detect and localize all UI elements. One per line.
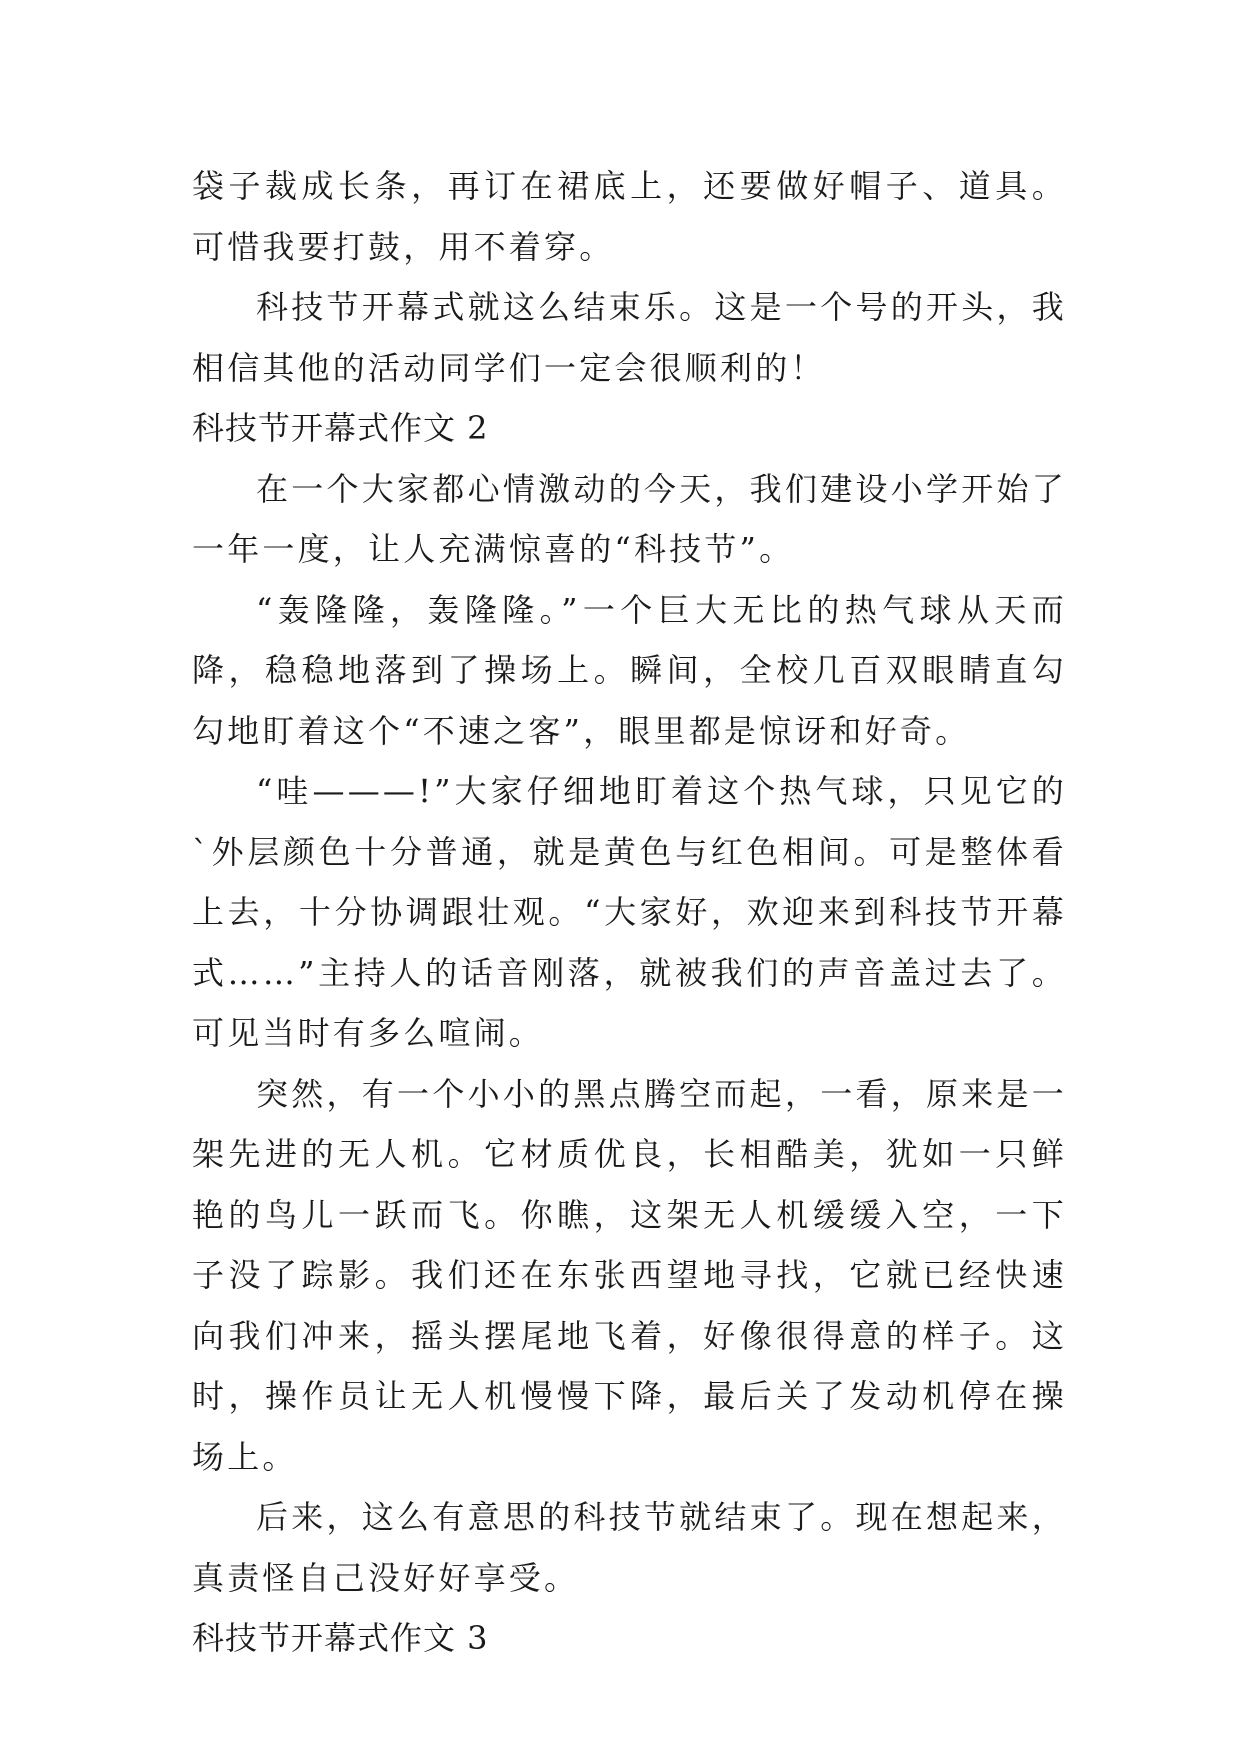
paragraph: 在一个大家都心情激动的今天，我们建设小学开始了一年一度，让人充满惊喜的“科技节”。 xyxy=(192,469,1067,568)
section-heading: 科技节开幕式作文 3 xyxy=(192,1619,489,1657)
paragraph: “哇———!”大家仔细地盯着这个热气球，只见它的`外层颜色十分普通，就是黄色与红色相间。可是整体看上去，十分协调跟壮观。“大家好，欢迎来到科技节开幕式……”主持人的话音刚落，就被我们的声音盖过去了。可见当时有多么喧闹。 xyxy=(192,772,1067,1052)
document-body xyxy=(192,156,1067,1669)
paragraph: 袋子裁成长条，再订在裙底上，还要做好帽子、道具。可惜我要打鼓，用不着穿。 xyxy=(192,167,1067,266)
section-heading: 科技节开幕式作文 2 xyxy=(192,409,489,447)
paragraph: 后来，这么有意思的科技节就结束了。现在想起来，真责怪自己没好好享受。 xyxy=(192,1498,1067,1597)
paragraph: 科技节开幕式就这么结束乐。这是一个号的开头，我相信其他的活动同学们一定会很顺利的！ xyxy=(192,288,1067,387)
paragraph: “轰隆隆，轰隆隆。”一个巨大无比的热气球从天而降，稳稳地落到了操场上。瞬间，全校几百双眼睛直勾勾地盯着这个“不速之客”，眼里都是惊讶和好奇。 xyxy=(192,590,1067,750)
paragraph: 突然，有一个小小的黑点腾空而起，一看，原来是一架先进的无人机。它材质优良，长相酷美，犹如一只鲜艳的鸟儿一跃而飞。你瞧，这架无人机缓缓入空，一下子没了踪影。我们还在东张西望地寻找，它就已经快速向我们冲来，摇头摆尾地飞着，好像很得意的样子。这时，操作员让无人机慢慢下降，最后关了发动机停在操场上。 xyxy=(192,1074,1067,1476)
